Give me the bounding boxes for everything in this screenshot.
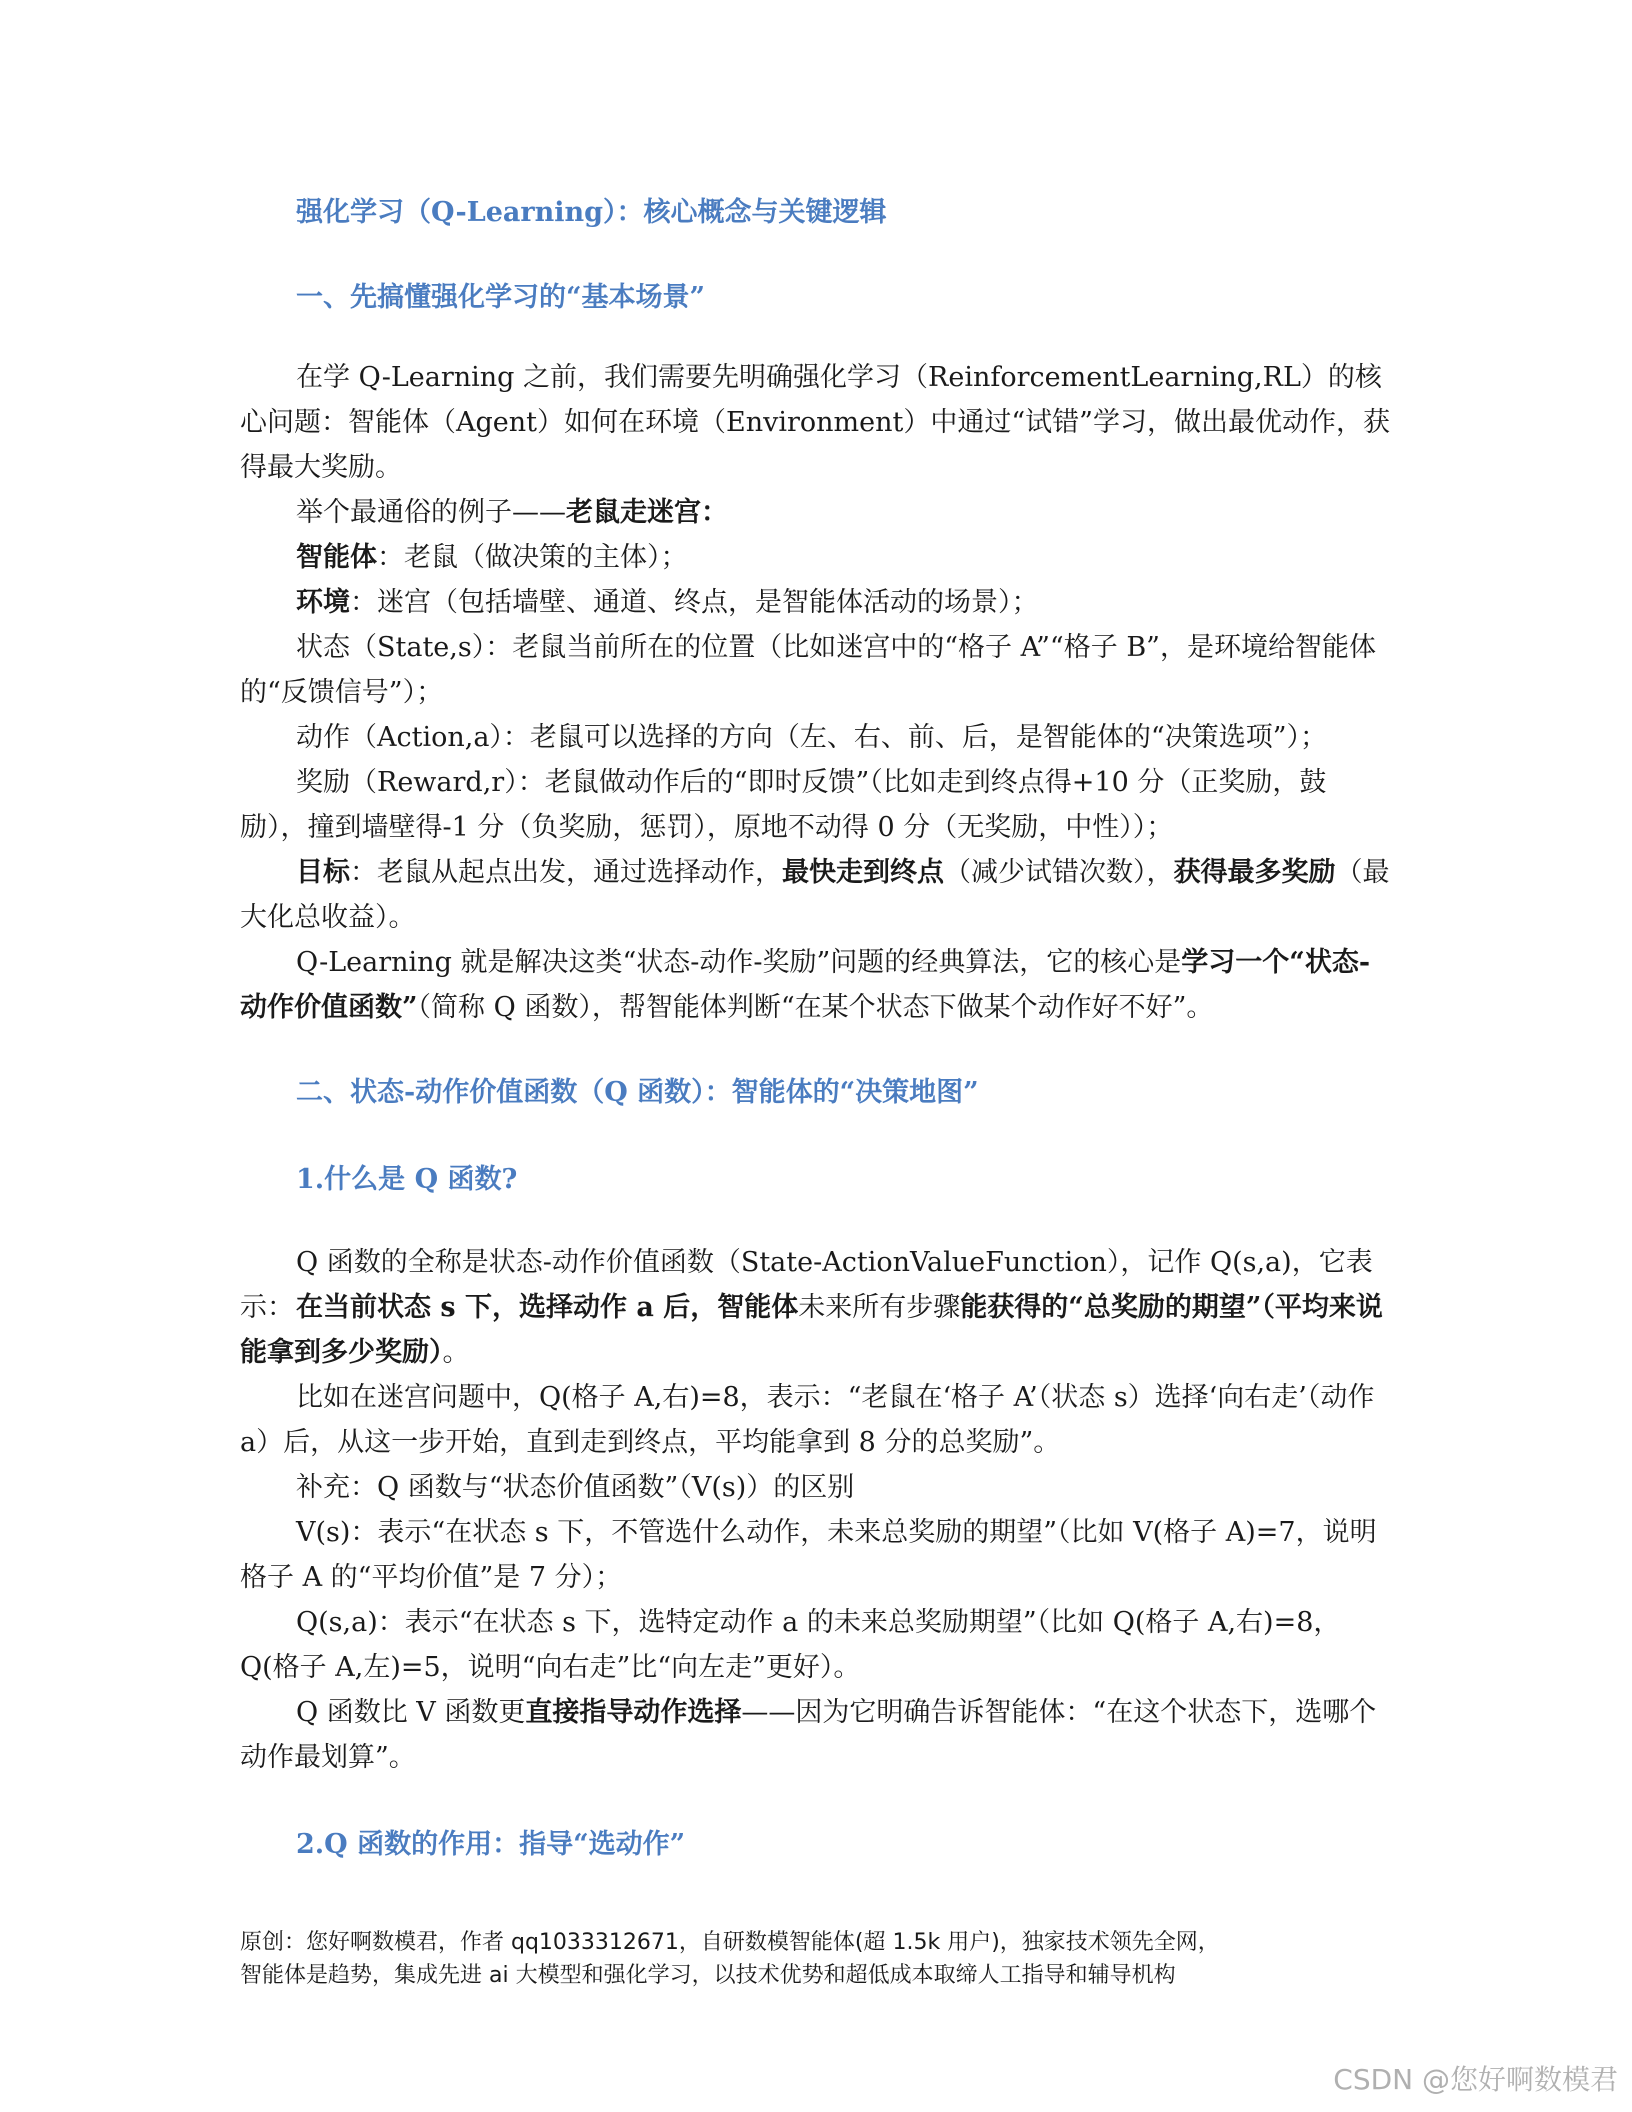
- section1-intro: 在学 Q-Learning 之前，我们需要先明确强化学习（ReinforcementLearning,RL）的核心问题：智能体（Agent）如何在环境（Environment）中通过“试错”学习，做出最优动作，获得最大奖励。: [240, 362, 1390, 483]
- action-paragraph: 动作（Action,a）：老鼠可以选择的方向（左、右、前、后，是智能体的“决策选项”）；: [296, 722, 1328, 753]
- cmp-text-b: 直接指导动作选择: [525, 1697, 742, 1728]
- qlearning-paragraph: [240, 940, 1390, 1030]
- ql-text-c: （简称 Q 函数），帮智能体判断“在某个状态下做某个动作好不好”。: [417, 992, 1214, 1023]
- agent-label: 智能体: [296, 542, 377, 573]
- section1-heading: 一、先搞懂强化学习的“基本场景”: [296, 282, 706, 313]
- goal-paragraph: [240, 850, 1390, 940]
- v-function-paragraph: V(s)：表示“在状态 s 下，不管选什么动作，未来总奖励的期望”（比如 V(格子 A)=7，说明格子 A 的“平均价值”是 7 分）；: [240, 1517, 1377, 1593]
- goal-label: 目标: [296, 857, 350, 888]
- document-title: 强化学习（Q-Learning）：核心概念与关键逻辑: [296, 197, 887, 228]
- footer-note: [240, 1926, 1220, 1992]
- footer-line-1: 原创：您好啊数模君，作者 qq1033312671，自研数模智能体(超 1.5k 用户)，独家技术领先全网，: [240, 1930, 1220, 1955]
- supplement-line: 补充：Q 函数与“状态价值函数”（V(s)）的区别: [296, 1472, 855, 1503]
- example-tail: ：: [701, 497, 728, 528]
- def-bold-1: 在当前状态 s 下，选择动作 a 后，智能体: [296, 1292, 799, 1323]
- agent-paragraph: [240, 535, 1390, 580]
- ql-text-b: 学习一个“状态-动作价值函数”: [240, 947, 1371, 1023]
- env-text: ：迷宫（包括墙壁、通道、终点，是智能体活动的场景）；: [350, 587, 1039, 618]
- subsection2-heading: 2.Q 函数的作用：指导“选动作”: [296, 1829, 686, 1860]
- goal-text-a: ：老鼠从起点出发，通过选择动作，: [350, 857, 782, 888]
- q-definition-detail: [240, 1285, 1390, 1375]
- state-paragraph: 状态（State,s）：老鼠当前所在的位置（比如迷宫中的“格子 A”“格子 B”，是环境给智能体的“反馈信号”）；: [240, 632, 1376, 708]
- reward-paragraph: 奖励（Reward,r）：老鼠做动作后的“即时反馈”（比如走到终点得+10 分（正奖励，鼓励），撞到墙壁得-1 分（负奖励，惩罚），原地不动得 0 分（无奖励，中性））；: [240, 767, 1327, 843]
- example-paragraph: [240, 490, 1390, 535]
- env-paragraph: [240, 580, 1390, 625]
- csdn-watermark: CSDN @您好啊数模君: [1333, 2063, 1618, 2096]
- example-bold: 老鼠走迷宫: [566, 497, 701, 528]
- q-definition: Q 函数的全称是状态-动作价值函数（State-ActionValueFunction），记作 Q(s,a)，它表示：: [240, 1247, 1373, 1323]
- agent-text: ：老鼠（做决策的主体）；: [377, 542, 688, 573]
- cmp-text-c: ——因为它明确告诉智能体：“在这个状态下，选哪个动作最划算”。: [240, 1697, 1377, 1773]
- maze-example: 比如在迷宫问题中，Q(格子 A,右)=8，表示：“老鼠在‘格子 A’（状态 s）选择‘向右走’（动作 a）后，从这一步开始，直到走到终点，平均能拿到 8 分的总奖励”。: [240, 1382, 1375, 1458]
- cmp-text-a: Q 函数比 V 函数更: [296, 1697, 526, 1728]
- goal-text-c: （减少试错次数），: [944, 857, 1174, 888]
- section2-heading: 二、状态-动作价值函数（Q 函数）：智能体的“决策地图”: [296, 1077, 979, 1108]
- goal-text-e: （最大化总收益）。: [240, 857, 1390, 933]
- goal-text-d: 获得最多奖励: [1173, 857, 1336, 888]
- ql-text-a: Q-Learning 就是解决这类“状态-动作-奖励”问题的经典算法，它的核心是: [296, 947, 1182, 978]
- subsection1-heading: 1.什么是 Q 函数?: [296, 1164, 518, 1195]
- def-normal-2: 。: [442, 1337, 470, 1368]
- footer-line-2: 智能体是趋势，集成先进 ai 大模型和强化学习，以技术优势和超低成本取缔人工指导和辅导机构: [240, 1963, 1176, 1988]
- env-label: 环境: [296, 587, 350, 618]
- def-normal-1: 未来所有步骤: [798, 1292, 961, 1323]
- q-function-paragraph: Q(s,a)：表示“在状态 s 下，选特定动作 a 的未来总奖励期望”（比如 Q(格子 A,右)=8，Q(格子 A,左)=5，说明“向右走”比“向左走”更好）。: [240, 1607, 1341, 1683]
- example-lead: 举个最通俗的例子——: [296, 497, 566, 528]
- goal-text-b: 最快走到终点: [782, 857, 944, 888]
- comparison-paragraph: [240, 1690, 1390, 1780]
- def-bold-2: 能获得的“总奖励的期望”（平均来说能拿到多少奖励）: [240, 1292, 1383, 1368]
